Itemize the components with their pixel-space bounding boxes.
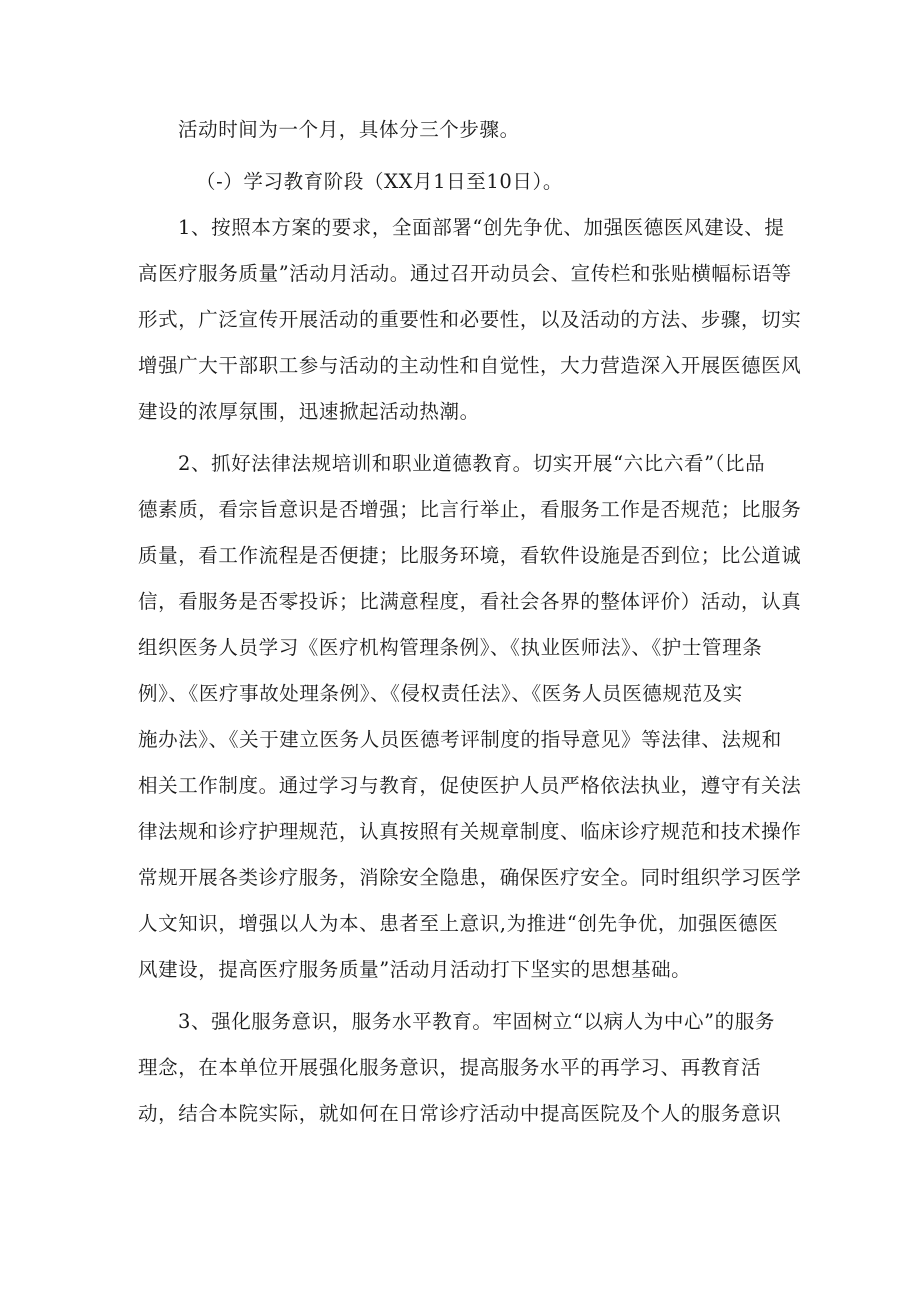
- text-line: 例》、《医疗事故处理条例》、《侵权责任法》、《医务人员医德规范及实: [138, 682, 743, 705]
- text-line: 人文知识，增强以人为本、患者至上意识,为推进“创先争优，加强医德医: [138, 912, 779, 935]
- text-line: 增强广大干部职工参与活动的主动性和自觉性，大力营造深入开展医德医风: [138, 354, 802, 377]
- text-line: 相关工作制度。通过学习与教育，促使医护人员严格依法执业，遵守有关法: [138, 774, 802, 797]
- text-line: 3、强化服务意识，服务水平教育。牢固树立“以病人为中心”的服务: [178, 1010, 775, 1033]
- text-line: 常规开展各类诊疗服务，消除安全隐患，确保医疗安全。同时组织学习医学: [138, 866, 802, 889]
- text-line: 信，看服务是否零投诉；比满意程度，看社会各界的整体评价）活动，认真: [138, 590, 802, 613]
- text-line: 形式，广泛宣传开展活动的重要性和必要性，以及活动的方法、步骤，切实: [138, 308, 802, 331]
- text-line: 律法规和诊疗护理规范，认真按照有关规章制度、临床诊疗规范和技术操作: [138, 820, 802, 843]
- text-line: 建设的浓厚氛围，迅速掀起活动热潮。: [138, 400, 480, 423]
- text-line: 动，结合本院实际，就如何在日常诊疗活动中提高医院及个人的服务意识: [138, 1102, 782, 1125]
- section-heading: （-）学习教育阶段（XX月1日至10日）。: [196, 170, 563, 193]
- text-line: 高医疗服务质量”活动月活动。通过召开动员会、宣传栏和张贴横幅标语等: [138, 262, 792, 285]
- text-line: 理念，在本单位开展强化服务意识，提高服务水平的再学习、再教育活: [138, 1056, 762, 1079]
- text-line: 活动时间为一个月，具体分三个步骤。: [178, 118, 520, 141]
- text-line: 德素质，看宗旨意识是否增强；比言行举止，看服务工作是否规范；比服务: [138, 498, 802, 521]
- text-line: 质量，看工作流程是否便捷；比服务环境，看软件设施是否到位；比公道诚: [138, 544, 802, 567]
- text-line: 组织医务人员学习《医疗机构管理条例》、《执业医师法》、《护士管理条: [138, 636, 763, 659]
- text-line: 1、按照本方案的要求，全面部署“创先争优、加强医德医风建设、提: [178, 216, 785, 239]
- text-line: 2、抓好法律法规培训和职业道德教育。切实开展“六比六看”（比品: [178, 452, 766, 475]
- text-line: 风建设，提高医疗服务质量”活动月活动打下坚实的思想基础。: [138, 958, 692, 981]
- text-line: 施办法》、《关于建立医务人员医德考评制度的指导意见》等法律、法规和: [138, 728, 782, 751]
